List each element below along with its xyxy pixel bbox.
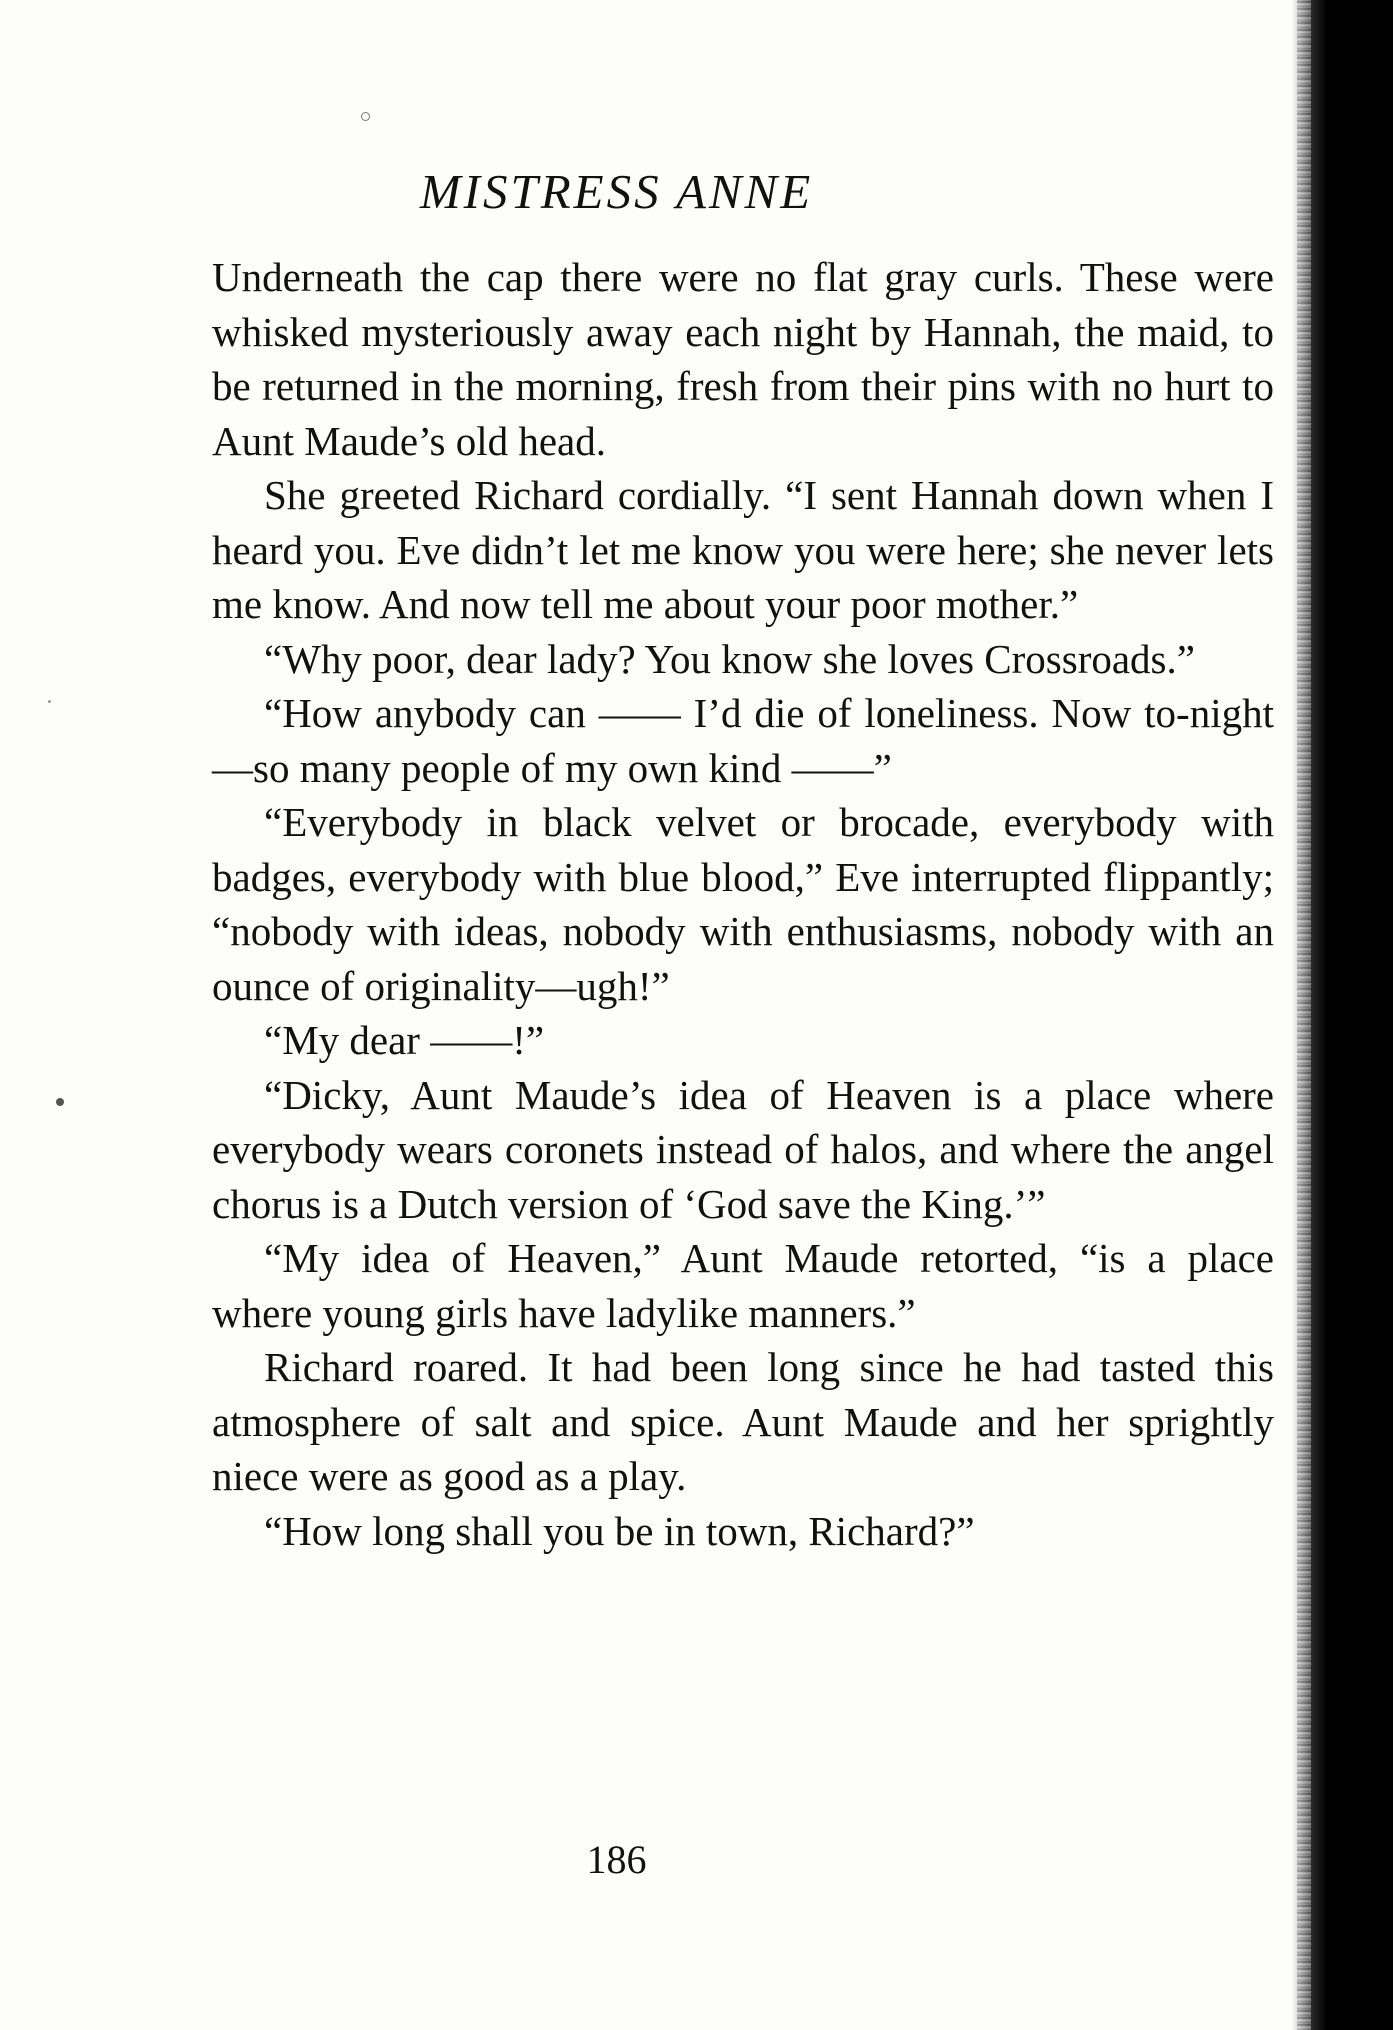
ink-speck — [56, 1098, 64, 1106]
paragraph: “Everybody in black velvet or brocade, everybody with badges, everybody with blue blood,” Eve interrupted flippantly; “nobody with ideas, nobody with enthusiasms, nobody with an ounce of originality—ugh!” — [212, 799, 1274, 1009]
paragraph: “My idea of Heaven,” Aunt Maude retorted, “is a place where young girls have ladylike manners.” — [212, 1235, 1274, 1336]
page-number: 186 — [586, 1837, 647, 1882]
printing-mark — [361, 112, 370, 121]
paragraph: “Why poor, dear lady? You know she loves Crossroads.” — [264, 635, 1195, 682]
paragraph: “My dear ——!” — [264, 1017, 545, 1063]
paragraph: “Dicky, Aunt Maude’s idea of Heaven is a place where everybody wears coronets instead of halos, and where the angel chorus is a Dutch version of ‘God save the King.’” — [212, 1071, 1274, 1227]
paragraph: “How anybody can —— I’d die of loneliness. Now to-night—so many people of my own kind ——” — [212, 690, 1274, 791]
ink-speck — [48, 700, 51, 703]
paragraph: “How long shall you be in town, Richard?” — [264, 1507, 975, 1554]
paragraph: Underneath the cap there were no flat gray curls. These were whisked mysteriously away each night by Hannah, the maid, to be returned in the morning, fresh from their pins with no hurt to Aunt Maude’s old head. — [212, 254, 1274, 464]
book-binding-edge — [1291, 0, 1393, 2030]
paragraph: She greeted Richard cordially. “I sent Hannah down when I heard you. Eve didn’t let me know you were here; she never lets me know. And now tell me about your poor mother.” — [212, 472, 1274, 627]
running-head: MISTRESS ANNE — [419, 164, 814, 219]
paragraph: Richard roared. It had been long since he had tasted this atmosphere of salt and spice. Aunt Maude and her sprightly niece were as good as a play. — [212, 1344, 1274, 1499]
body-text — [212, 250, 1274, 1558]
